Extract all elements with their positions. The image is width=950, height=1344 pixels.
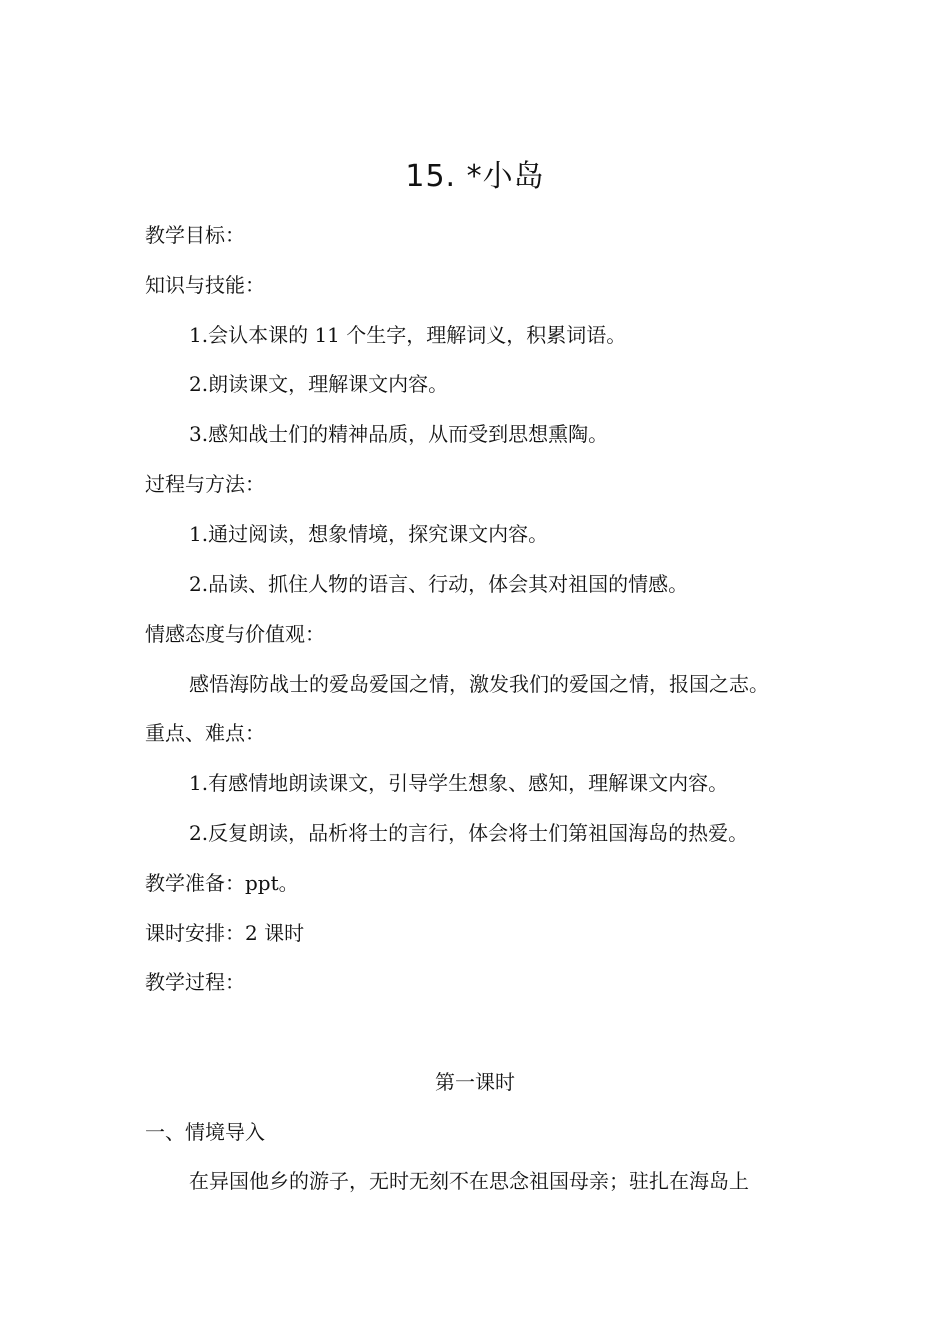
process-item-1: 1.通过阅读，想象情境，探究课文内容。 — [189, 522, 549, 546]
knowledge-heading: 知识与技能： — [145, 273, 265, 297]
process-heading: 过程与方法： — [145, 472, 265, 496]
key-point-item-2: 2.反复朗读，品析将士的言行，体会将士们第祖国海岛的热爱。 — [189, 821, 749, 845]
knowledge-item-1: 1.会认本课的 11 个生字，理解词义，积累词语。 — [189, 323, 627, 347]
process-item-2: 2.品读、抓住人物的语言、行动，体会其对祖国的情感。 — [189, 572, 689, 596]
emotion-text: 感悟海防战士的爱岛爱国之情，激发我们的爱国之情，报国之志。 — [189, 672, 769, 696]
lesson-heading: 第一课时 — [435, 1070, 515, 1094]
teaching-preparation: 教学准备：ppt。 — [145, 871, 299, 895]
document-title: 15. *小岛 — [405, 159, 545, 194]
knowledge-item-2: 2.朗读课文，理解课文内容。 — [189, 372, 449, 396]
section-one-heading: 一、情境导入 — [145, 1120, 265, 1144]
class-schedule: 课时安排：2 课时 — [145, 921, 305, 945]
key-point-item-1: 1.有感情地朗读课文，引导学生想象、感知，理解课文内容。 — [189, 771, 729, 795]
objectives-heading: 教学目标： — [145, 223, 245, 247]
section-one-text: 在异国他乡的游子，无时无刻不在思念祖国母亲；驻扎在海岛上 — [189, 1169, 749, 1193]
key-points-heading: 重点、难点： — [145, 721, 265, 745]
emotion-heading: 情感态度与价值观： — [145, 622, 325, 646]
knowledge-item-3: 3.感知战士们的精神品质，从而受到思想熏陶。 — [189, 422, 609, 446]
teaching-process-label: 教学过程： — [145, 970, 245, 994]
